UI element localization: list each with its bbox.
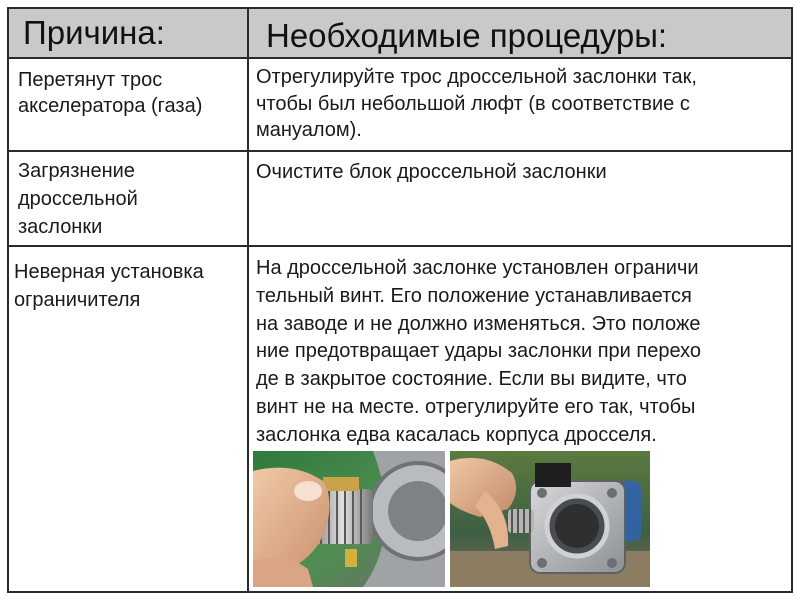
procedure-line: винт не на месте. отрегулируйте его так, чтобы [256, 395, 696, 418]
header-cell-procedure [249, 9, 791, 57]
procedure-line: де в закрытое состояние. Если вы видите, что [256, 368, 687, 391]
cause-line: акселератора (газа) [18, 95, 203, 117]
procedure-line: мануалом). [256, 119, 362, 141]
cause-line: дроссельной [18, 188, 138, 210]
photo-limiter-screw-closeup [253, 451, 445, 587]
cause-line: Неверная установка [14, 261, 204, 283]
row-2-procedure [256, 159, 790, 186]
column-divider [247, 7, 249, 593]
row-3-cause [14, 258, 246, 314]
procedure-line: Отрегулируйте трос дроссельной заслонки так, [256, 66, 697, 88]
row-2-cause [18, 157, 246, 241]
header-cause: Причина: [23, 14, 165, 51]
cause-line: ограничителя [14, 289, 141, 311]
row-3-procedure [256, 255, 792, 450]
row-1-cause [18, 67, 246, 119]
header-procedure: Необходимые процедуры: [266, 17, 668, 54]
cause-line: Загрязнение [18, 160, 135, 182]
procedure-line: тельный винт. Его положение устанавливается [256, 284, 692, 307]
header-cell-cause [9, 9, 247, 57]
photo-throttle-body-adjustment [450, 451, 650, 587]
procedure-line: На дроссельной заслонке установлен ограничи [256, 257, 699, 279]
cause-line: Перетянут трос [18, 69, 163, 91]
cause-line: заслонки [18, 216, 103, 238]
procedure-line: заслонка едва касалась корпуса дросселя. [256, 423, 657, 446]
row-divider [7, 150, 793, 152]
procedure-line: чтобы был небольшой люфт (в соответствие с [256, 92, 690, 115]
procedure-line: ние предотвращает удары заслонки при перехо [256, 340, 702, 363]
procedure-line: на заводе и не должно изменяться. Это положе [256, 312, 701, 335]
row-1-procedure [256, 64, 790, 144]
procedure-line: Очистите блок дроссельной заслонки [256, 161, 607, 183]
row-divider [7, 57, 793, 59]
row-divider [7, 245, 793, 247]
